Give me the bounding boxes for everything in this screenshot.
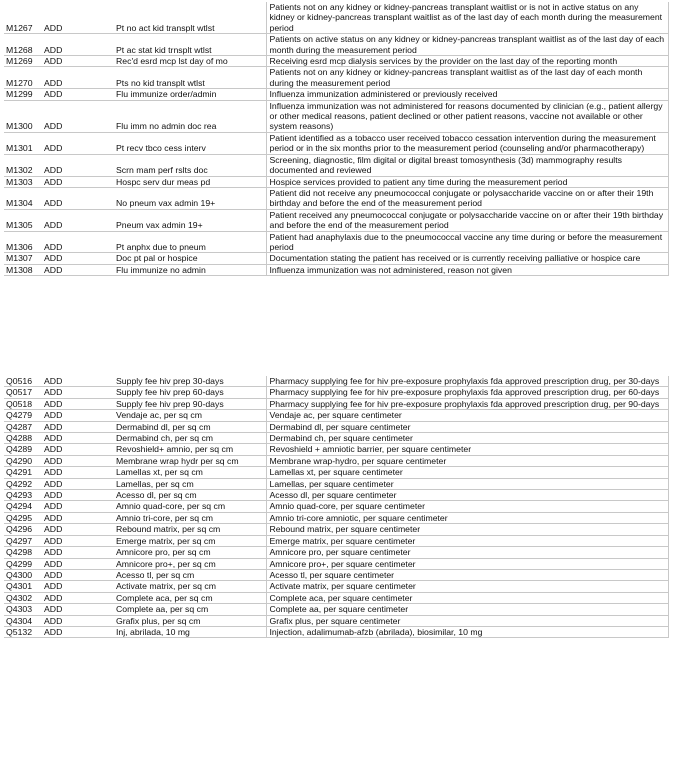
action-cell: ADD [44,264,63,275]
table-row [4,264,668,275]
table-row [4,501,668,512]
table-row [4,89,668,100]
code-cell: Q0518 [6,398,33,409]
table-row [4,154,668,176]
short-description-cell: Rebound matrix, per sq cm [116,524,221,535]
table-row [4,67,668,89]
long-description-cell: Pharmacy supplying fee for hiv pre-exposure prophylaxis fda approved prescription drug, per 30-days [266,376,668,387]
short-description-cell: Complete aa, per sq cm [116,604,209,615]
long-description-cell: Screening, diagnostic, film digital or digital breast tomosynthesis (3d) mammography results documented and reviewed [266,154,668,176]
table-row [4,615,668,626]
short-description-cell: Pneum vax admin 19+ [116,220,203,231]
table-row [4,547,668,558]
short-description-cell: Flu immunize order/admin [116,89,217,100]
action-cell: ADD [44,512,63,523]
action-cell: ADD [44,44,63,55]
code-cell: Q4304 [6,615,33,626]
action-cell: ADD [44,455,63,466]
short-description-cell: Acesso tl, per sq cm [116,569,195,580]
short-description-cell: Flu immunize no admin [116,264,206,275]
table-row [4,410,668,421]
short-description-cell: Pt no act kid transplt wtlst [116,22,215,33]
long-description-cell: Rebound matrix, per square centimeter [266,524,668,535]
table-row [4,444,668,455]
table-row [4,524,668,535]
code-cell: Q4294 [6,501,33,512]
short-description-cell: Amnio quad-core, per sq cm [116,501,226,512]
action-cell: ADD [44,501,63,512]
table-row [4,100,668,132]
code-cell: M1305 [6,220,33,231]
long-description-cell: Influenza immunization administered or previously received [266,89,668,100]
long-description-cell: Membrane wrap-hydro, per square centimeter [266,455,668,466]
code-cell: M1300 [6,121,33,132]
short-description-cell: Amnicore pro+, per sq cm [116,558,216,569]
long-description-cell: Patient had anaphylaxis due to the pneumococcal vaccine any time during or before the measurement period [266,231,668,253]
action-cell: ADD [44,253,63,264]
table-row [4,176,668,187]
action-cell: ADD [44,22,63,33]
action-cell: ADD [44,89,63,100]
code-cell: Q4293 [6,490,33,501]
table-row [4,592,668,603]
short-description-cell: Dermabind dl, per sq cm [116,421,211,432]
action-cell: ADD [44,569,63,580]
short-description-cell: Doc pt pal or hospice [116,253,198,264]
short-description-cell: Pt recv tbco cess interv [116,143,206,154]
long-description-cell: Revoshield + amniotic barrier, per square centimeter [266,444,668,455]
short-description-cell: Supply fee hiv prep 30-days [116,376,224,386]
table-row [4,626,668,637]
action-cell: ADD [44,220,63,231]
table-row [4,478,668,489]
long-description-cell: Patients on active status on any kidney or kidney-pancreas transplant waitlist as of the last day of each month during the measurement period [266,34,668,56]
table-row [4,455,668,466]
short-description-cell: Revoshield+ amnio, per sq cm [116,444,234,455]
code-cell: Q4296 [6,524,33,535]
table-row [4,231,668,253]
long-description-cell: Influenza immunization was not administered, reason not given [266,264,668,275]
long-description-cell: Activate matrix, per square centimeter [266,581,668,592]
short-description-cell: Dermabind ch, per sq cm [116,433,214,444]
code-cell: M1269 [6,56,33,67]
code-cell: M1301 [6,143,33,154]
long-description-cell: Grafix plus, per square centimeter [266,615,668,626]
code-cell: Q4292 [6,478,33,489]
long-description-cell: Patients not on any kidney or kidney-pancreas transplant waitlist or is not in active status on any kidney or kidney-pancreas transplant waitlist as of the last day of each month during the measurement period [266,2,668,34]
code-cell: Q4300 [6,569,33,580]
action-cell: ADD [44,604,63,615]
code-cell: Q4279 [6,410,33,421]
long-description-cell: Patient received any pneumococcal conjugate or polysaccharide vaccine on or after their 19th birthday and before the end of the measurement period [266,209,668,231]
table-row [4,209,668,231]
action-cell: ADD [44,490,63,501]
action-cell: ADD [44,478,63,489]
short-description-cell: No pneum vax admin 19+ [116,198,216,209]
table-row [4,421,668,432]
table-row [4,56,668,67]
short-description-cell: Pt anphx due to pneum [116,241,206,252]
long-description-cell: Complete aa, per square centimeter [266,604,668,615]
action-cell: ADD [44,524,63,535]
code-cell: Q4301 [6,581,33,592]
table-row [4,535,668,546]
short-description-cell: Scrn mam perf rslts doc [116,165,208,176]
code-cell: Q4295 [6,512,33,523]
short-description-cell: Lamellas, per sq cm [116,478,194,489]
short-description-cell: Supply fee hiv prep 60-days [116,387,224,398]
code-cell: M1308 [6,264,33,275]
short-description-cell: Grafix plus, per sq cm [116,615,201,626]
code-cell: M1267 [6,22,33,33]
long-description-cell: Dermabind ch, per square centimeter [266,433,668,444]
action-cell: ADD [44,77,63,88]
action-cell: ADD [44,143,63,154]
long-description-cell: Amnio tri-core amniotic, per square centimeter [266,512,668,523]
code-cell: Q4303 [6,604,33,615]
code-cell: M1270 [6,77,33,88]
q-codes-table [4,376,669,638]
action-cell: ADD [44,121,63,132]
table-row [4,558,668,569]
long-description-cell: Emerge matrix, per square centimeter [266,535,668,546]
short-description-cell: Activate matrix, per sq cm [116,581,216,592]
table-row [4,187,668,209]
code-cell: Q4297 [6,535,33,546]
short-description-cell: Amnicore pro, per sq cm [116,547,211,558]
table-row [4,132,668,154]
action-cell: ADD [44,410,63,421]
code-cell: M1303 [6,176,33,187]
short-description-cell: Lamellas xt, per sq cm [116,467,203,478]
action-cell: ADD [44,421,63,432]
action-cell: ADD [44,56,63,67]
short-description-cell: Flu imm no admin doc rea [116,121,217,132]
code-cell: Q0516 [6,376,33,386]
short-description-cell: Pt ac stat kid trnsplt wtlst [116,44,212,55]
long-description-cell: Hospice services provided to patient any time during the measurement period [266,176,668,187]
short-description-cell: Membrane wrap hydr per sq cm [116,455,239,466]
table-row [4,604,668,615]
code-cell: M1304 [6,198,33,209]
action-cell: ADD [44,198,63,209]
code-cell: M1268 [6,44,33,55]
code-cell: Q4299 [6,558,33,569]
code-cell: Q4290 [6,455,33,466]
table-row [4,2,668,34]
short-description-cell: Complete aca, per sq cm [116,592,213,603]
long-description-cell: Amnio quad-core, per square centimeter [266,501,668,512]
long-description-cell: Pharmacy supplying fee for hiv pre-exposure prophylaxis fda approved prescription drug, per 90-days [266,398,668,409]
action-cell: ADD [44,547,63,558]
code-cell: M1302 [6,165,33,176]
long-description-cell: Amnicore pro+, per square centimeter [266,558,668,569]
short-description-cell: Hospc serv dur meas pd [116,176,211,187]
long-description-cell: Acesso dl, per square centimeter [266,490,668,501]
action-cell: ADD [44,581,63,592]
short-description-cell: Amnio tri-core, per sq cm [116,512,214,523]
short-description-cell: Acesso dl, per sq cm [116,490,197,501]
table-row [4,467,668,478]
code-cell: M1307 [6,253,33,264]
table-row [4,253,668,264]
short-description-cell: Rec'd esrd mcp lst day of mo [116,56,228,67]
long-description-cell: Acesso tl, per square centimeter [266,569,668,580]
short-description-cell: Pts no kid transplt wtlst [116,77,205,88]
action-cell: ADD [44,176,63,187]
short-description-cell: Supply fee hiv prep 90-days [116,398,224,409]
table-row [4,398,668,409]
action-cell: ADD [44,433,63,444]
table-row [4,581,668,592]
long-description-cell: Receiving esrd mcp dialysis services by the provider on the last day of the reporting month [266,56,668,67]
short-description-cell: Inj, abrilada, 10 mg [116,626,190,637]
code-cell: M1299 [6,89,33,100]
code-cell: Q4288 [6,433,33,444]
long-description-cell: Injection, adalimumab-afzb (abrilada), biosimilar, 10 mg [266,626,668,637]
table-row [4,490,668,501]
code-cell: Q4291 [6,467,33,478]
long-description-cell: Documentation stating the patient has received or is currently receiving palliative or hospice care [266,253,668,264]
short-description-cell: Vendaje ac, per sq cm [116,410,202,421]
table-row [4,569,668,580]
action-cell: ADD [44,444,63,455]
long-description-cell: Patient did not receive any pneumococcal conjugate or polysaccharide vaccine on or after their 19th birthday and before the end of the measurement period [266,187,668,209]
action-cell: ADD [44,376,63,386]
table-row [4,433,668,444]
action-cell: ADD [44,467,63,478]
code-cell: Q4298 [6,547,33,558]
code-cell: Q4302 [6,592,33,603]
table-row [4,376,668,387]
code-cell: M1306 [6,241,33,252]
long-description-cell: Influenza immunization was not administered for reasons documented by clinician (e.g., patient allergy or other medical reasons, patient declined or other patient reasons, vaccine not available or other system reasons) [266,100,668,132]
code-cell: Q0517 [6,387,33,398]
action-cell: ADD [44,592,63,603]
short-description-cell: Emerge matrix, per sq cm [116,535,216,546]
action-cell: ADD [44,535,63,546]
action-cell: ADD [44,165,63,176]
long-description-cell: Lamellas xt, per square centimeter [266,467,668,478]
code-cell: Q5132 [6,626,33,637]
long-description-cell: Patients not on any kidney or kidney-pancreas transplant waitlist as of the last day of each month during the measurement period [266,67,668,89]
long-description-cell: Vendaje ac, per square centimeter [266,410,668,421]
table-row [4,34,668,56]
long-description-cell: Lamellas, per square centimeter [266,478,668,489]
action-cell: ADD [44,387,63,398]
action-cell: ADD [44,241,63,252]
long-description-cell: Patient identified as a tobacco user received tobacco cessation intervention during the measurement period or in the six months prior to the measurement period (counseling and/or pharmacotherapy) [266,132,668,154]
long-description-cell: Dermabind dl, per square centimeter [266,421,668,432]
code-cell: Q4287 [6,421,33,432]
action-cell: ADD [44,558,63,569]
action-cell: ADD [44,398,63,409]
action-cell: ADD [44,615,63,626]
long-description-cell: Complete aca, per square centimeter [266,592,668,603]
long-description-cell: Amnicore pro, per square centimeter [266,547,668,558]
table-row [4,512,668,523]
table-row [4,387,668,398]
long-description-cell: Pharmacy supplying fee for hiv pre-exposure prophylaxis fda approved prescription drug, per 60-days [266,387,668,398]
m-codes-table [4,2,669,276]
code-cell: Q4289 [6,444,33,455]
action-cell: ADD [44,626,63,637]
